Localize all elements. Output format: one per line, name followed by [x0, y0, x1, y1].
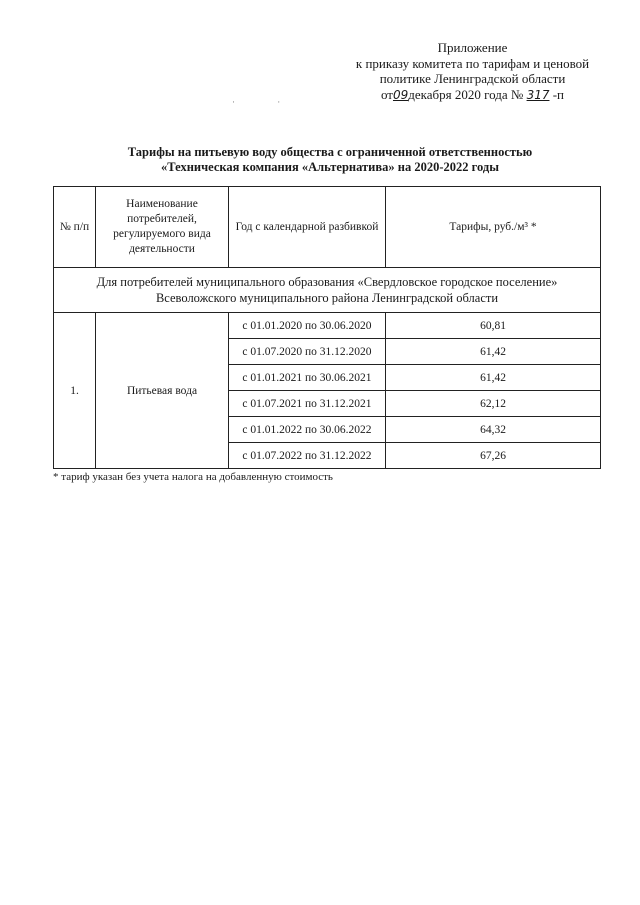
header-period: Год с календарной разбивкой [229, 187, 386, 268]
price-cell: 60,81 [386, 313, 601, 339]
appendix-block [330, 40, 615, 103]
date-prefix: от [380, 86, 393, 102]
price-cell: 67,26 [386, 443, 601, 469]
period-cell: с 01.01.2020 по 30.06.2020 [229, 313, 386, 339]
document-title [60, 145, 600, 175]
appendix-date-line [330, 87, 615, 104]
appendix-line-2: политике Ленинградской области [379, 71, 566, 86]
order-suffix: -п [552, 86, 565, 102]
period-cell: с 01.07.2021 по 31.12.2021 [229, 391, 386, 417]
header-row [54, 187, 601, 268]
title-line-1: Тарифы на питьевую воду общества с ограниченной ответственностью [127, 145, 533, 159]
price-cell: 61,42 [386, 339, 601, 365]
section-row [54, 268, 601, 313]
section-line-1: Для потребителей муниципального образования «Свердловское городское поселение» [96, 275, 558, 289]
tariff-table [53, 186, 601, 469]
order-number-handwritten: 317 [526, 87, 550, 102]
date-rest: декабря 2020 года № [408, 86, 524, 102]
header-num: № п/п [54, 187, 96, 268]
scan-specks: · · [232, 97, 301, 107]
table-row [54, 313, 601, 339]
section-line-2: Всеволожского муниципального района Ленинградской области [155, 291, 499, 305]
price-cell: 62,12 [386, 391, 601, 417]
row-name: Питьевая вода [96, 313, 229, 469]
section-cell [54, 268, 601, 313]
date-day-handwritten: 09 [392, 87, 409, 102]
price-cell: 61,42 [386, 365, 601, 391]
header-name: Наименование потребителей, регулируемого вида деятельности [96, 187, 229, 268]
appendix-title: Приложение [437, 40, 508, 55]
period-cell: с 01.07.2022 по 31.12.2022 [229, 443, 386, 469]
footnote: * тариф указан без учета налога на добавленную стоимость [53, 471, 333, 483]
period-cell: с 01.07.2020 по 31.12.2020 [229, 339, 386, 365]
header-price: Тарифы, руб./м³ * [386, 187, 601, 268]
period-cell: с 01.01.2022 по 30.06.2022 [229, 417, 386, 443]
row-num: 1. [54, 313, 96, 469]
period-cell: с 01.01.2021 по 30.06.2021 [229, 365, 386, 391]
price-cell: 64,32 [386, 417, 601, 443]
title-line-2: «Техническая компания «Альтернатива» на 2020-2022 годы [161, 160, 499, 174]
appendix-line-1: к приказу комитета по тарифам и ценовой [355, 55, 590, 71]
